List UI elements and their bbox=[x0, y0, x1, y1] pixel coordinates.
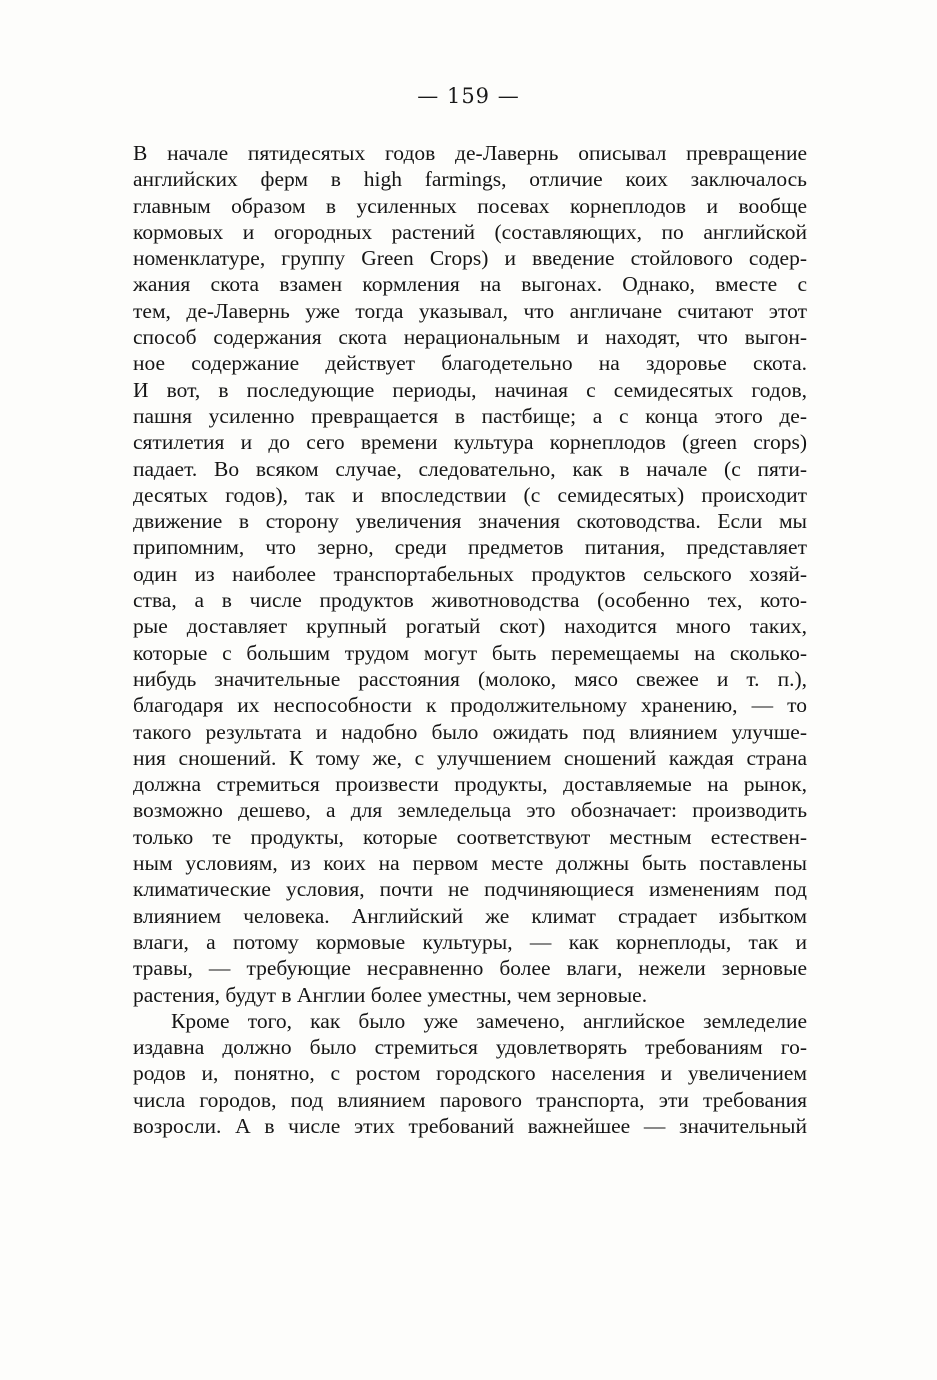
text-line: способ содержания скота нерациональным и находят, что выгон- bbox=[133, 325, 807, 350]
text-line: пашня усиленно превращается в пастбище; а с конца этого де- bbox=[133, 403, 807, 428]
text-line: кормовых и огородных растений (составляющих, по английской bbox=[133, 219, 807, 244]
text-line: такого результата и надобно было ожидать под влиянием улучше- bbox=[133, 719, 807, 744]
text-line: сятилетия и до сего времени культура корнеплодов (green crops) bbox=[133, 430, 807, 455]
text-line: тем, де-Лавернь уже тогда указывал, что англичане считают этот bbox=[133, 298, 807, 323]
text-line: ное содержание действует благодетельно на здоровье скота. bbox=[133, 351, 807, 376]
text-line: числа городов, под влиянием парового транспорта, эти требования bbox=[133, 1087, 807, 1112]
text-line: один из наиболее транспортабельных продуктов сельского хозяй- bbox=[133, 561, 807, 586]
text-line: движение в сторону увеличения значения скотоводства. Если мы bbox=[133, 509, 807, 534]
text-line: главным образом в усиленных посевах корнеплодов и вообще bbox=[133, 193, 807, 218]
text-line: возросли. А в числе этих требований важнейшее — значительный bbox=[133, 1113, 807, 1138]
text-line: десятых годов), так и впоследствии (с семидесятых) происходит bbox=[133, 482, 807, 507]
page-number: — 159 — bbox=[417, 84, 520, 108]
text-line: благодаря их неспособности к продолжительному хранению, — то bbox=[133, 693, 807, 718]
text-line: должна стремиться произвести продукты, доставляемые на рынок, bbox=[133, 772, 807, 797]
text-line: ным условиям, из коих на первом месте должны быть поставлены bbox=[133, 851, 807, 876]
text-line: И вот, в последующие периоды, начиная с семидесятых годов, bbox=[133, 377, 807, 402]
text-line: жания скота взамен кормления на выгонах. Однако, вместе с bbox=[133, 272, 807, 297]
text-line: родов и, понятно, с ростом городского населения и увеличением bbox=[133, 1061, 807, 1086]
text-line: издавна должно было стремиться удовлетворять требованиям го- bbox=[133, 1035, 807, 1060]
text-line: только те продукты, которые соответствуют местным естествен- bbox=[133, 824, 807, 849]
text-line: влаги, а потому кормовые культуры, — как корнеплоды, так и bbox=[133, 929, 807, 954]
text-line: припомним, что зерно, среди предметов питания, представляет bbox=[133, 535, 807, 560]
text-line: нибудь значительные расстояния (молоко, мясо свежее и т. п.), bbox=[133, 666, 807, 691]
text-line: растения, будут в Англии более уместны, чем зерновые. bbox=[133, 982, 648, 1007]
text-line: Кроме того, как было уже замечено, английское земледелие bbox=[171, 1008, 807, 1033]
body-text bbox=[133, 140, 807, 1139]
text-line: рые доставляет крупный рогатый скот) находится много таких, bbox=[133, 614, 807, 639]
text-line: ства, а в числе продуктов животноводства (особенно тех, кото- bbox=[133, 588, 807, 613]
text-line: английских ферм в high farmings, отличие коих заключалось bbox=[133, 167, 807, 192]
text-line: возможно дешево, а для земледельца это обозначает: производить bbox=[133, 798, 807, 823]
text-line: падает. Во всяком случае, следовательно, как в начале (с пяти- bbox=[133, 456, 807, 481]
text-line: травы, — требующие несравненно более влаги, нежели зерновые bbox=[133, 956, 807, 981]
text-line: которые с большим трудом могут быть перемещаемы на сколько- bbox=[133, 640, 807, 665]
text-line: ния сношений. К тому же, с улучшением сношений каждая страна bbox=[133, 745, 807, 770]
text-line: климатические условия, почти не подчиняющиеся изменениям под bbox=[133, 877, 807, 902]
text-line: влиянием человека. Английский же климат страдает избытком bbox=[133, 903, 807, 928]
text-line: номенклатуре, группу Green Crops) и введение стойлового содер- bbox=[133, 246, 807, 271]
text-line: В начале пятидесятых годов де-Лавернь описывал превращение bbox=[133, 141, 807, 165]
